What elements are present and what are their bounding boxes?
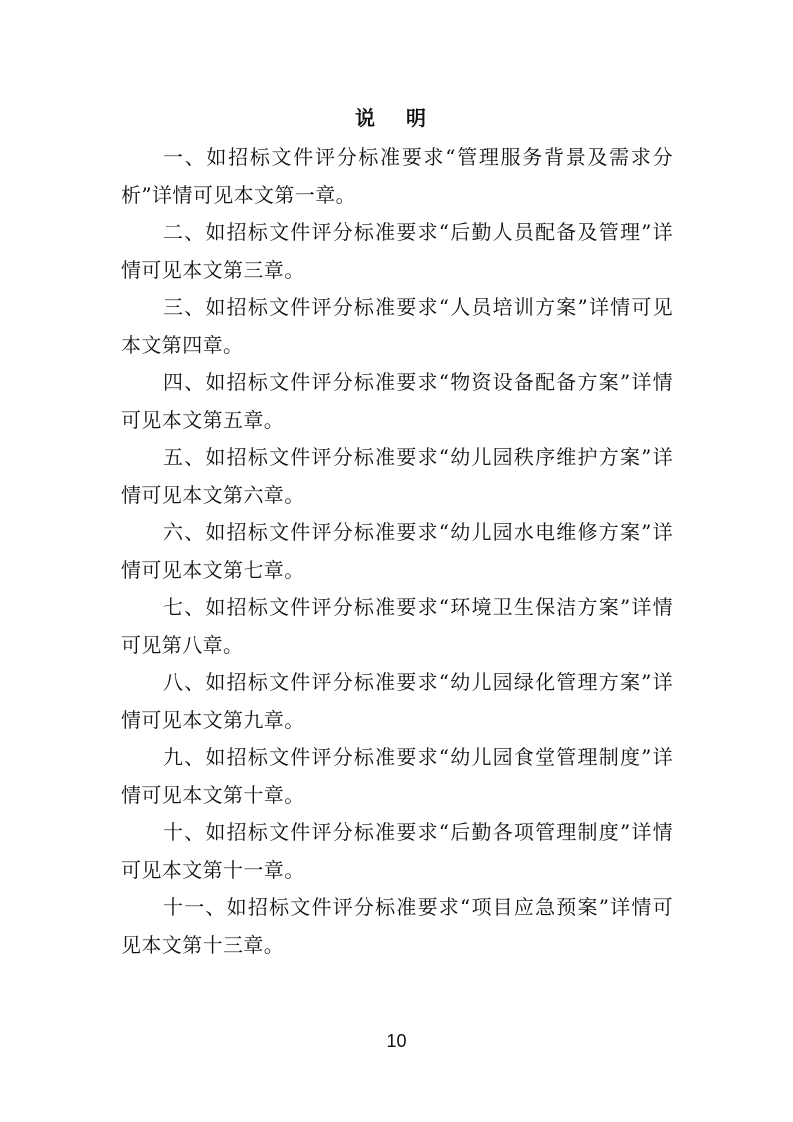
paragraph-2: 二、如招标文件评分标准要求“后勤人员配备及管理”详情可见本文第三章。: [121, 220, 673, 282]
paragraph-10: 十、如招标文件评分标准要求“后勤各项管理制度”详情可见本文第十一章。: [121, 820, 673, 882]
paragraph-9: 九、如招标文件评分标准要求“幼儿园食堂管理制度”详情可见本文第十章。: [121, 745, 673, 807]
paragraph-4: 四、如招标文件评分标准要求“物资设备配备方案”详情可见本文第五章。: [121, 370, 673, 432]
paragraph-5: 五、如招标文件评分标准要求“幼儿园秩序维护方案”详情可见本文第六章。: [121, 445, 673, 507]
document-body: [121, 139, 673, 964]
page-number: 10: [386, 1031, 407, 1051]
paragraph-3: 三、如招标文件评分标准要求“人员培训方案”详情可见本文第四章。: [121, 295, 673, 357]
paragraph-6: 六、如招标文件评分标准要求“幼儿园水电维修方案”详情可见本文第七章。: [121, 520, 673, 582]
document-title: 说 明: [355, 106, 438, 130]
paragraph-7: 七、如招标文件评分标准要求“环境卫生保洁方案”详情可见第八章。: [121, 595, 673, 657]
paragraph-11: 十一、如招标文件评分标准要求“项目应急预案”详情可见本文第十三章。: [121, 895, 673, 957]
paragraph-1: 一、如招标文件评分标准要求“管理服务背景及需求分析”详情可见本文第一章。: [121, 145, 673, 207]
paragraph-8: 八、如招标文件评分标准要求“幼儿园绿化管理方案”详情可见本文第九章。: [121, 670, 673, 732]
